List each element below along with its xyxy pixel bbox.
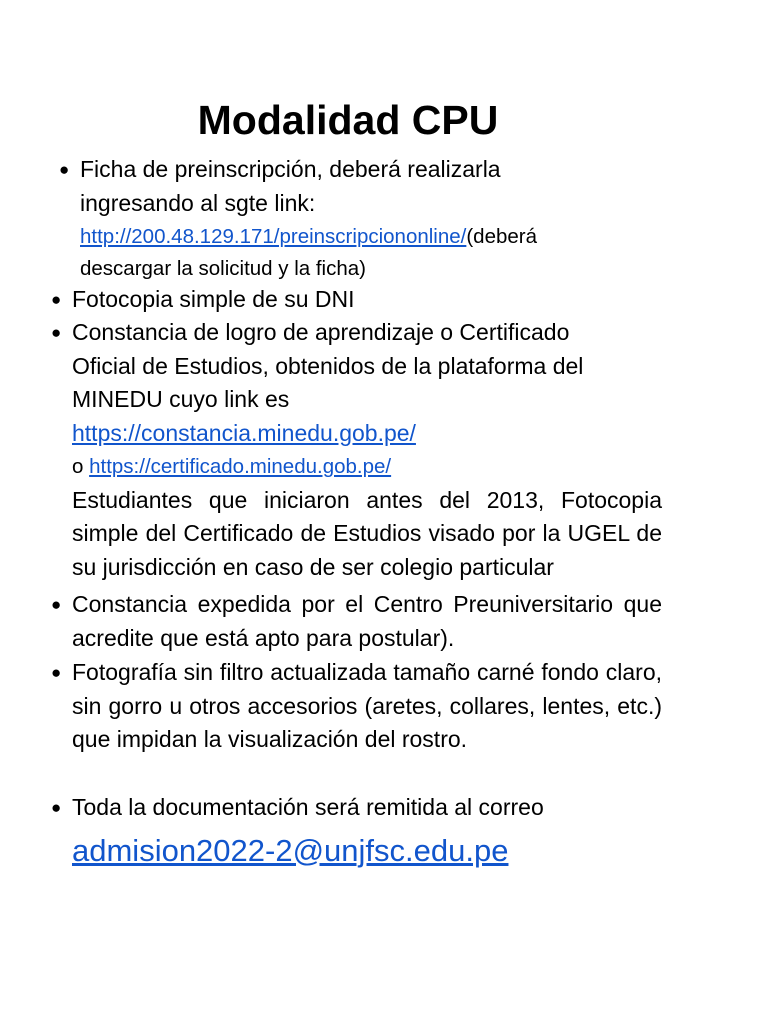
certificado-link[interactable]: https://certificado.minedu.gob.pe/ <box>89 455 392 478</box>
bullet-icon: ● <box>51 290 62 309</box>
item-line: descargar la solicitud y la ficha) <box>80 256 366 280</box>
item-text: o <box>72 455 84 478</box>
bullet-icon: ● <box>51 595 62 614</box>
bullet-icon: ● <box>51 663 62 682</box>
page-title: Modalidad CPU <box>197 97 499 143</box>
bullet-icon: ● <box>51 798 62 817</box>
item-text: Fotografía sin filtro actualizada tamaño carné fondo claro, sin gorro u otros accesorios (aretes, collares, lentes, etc.) que impidan la visualización del rostro. <box>72 659 662 752</box>
preinscription-link[interactable]: http://200.48.129.171/preinscripciononline/ <box>80 225 467 248</box>
email-link[interactable]: admision2022-2@unjfsc.edu.pe <box>72 832 509 868</box>
item-paragraph: Estudiantes que iniciaron antes del 2013, Fotocopia simple del Certificado de Estudios visado por la UGEL de su jurisdicción en caso de ser colegio particular <box>72 486 662 580</box>
item-text: (deberá <box>466 225 538 248</box>
list-item-constancia-logro <box>51 316 662 584</box>
list-item-email <box>51 791 662 873</box>
bullet-icon: ● <box>51 323 62 342</box>
item-line: ingresando al sgte link: <box>80 189 316 216</box>
item-text: Toda la documentación será remitida al correo <box>72 794 544 820</box>
item-line: Ficha de preinscripción, deberá realizarla <box>80 156 501 182</box>
constancia-link[interactable]: https://constancia.minedu.gob.pe/ <box>72 419 416 446</box>
bullet-icon: ● <box>59 160 70 179</box>
list-item-fotografia <box>51 656 662 757</box>
list-item-dni <box>51 283 662 317</box>
item-text: Constancia expedida por el Centro Preuniversitario que acredite que está apto para postular). <box>72 591 662 651</box>
list-item-preinscription <box>59 153 680 283</box>
list-item-constancia-cepre <box>51 588 662 655</box>
item-text: Fotocopia simple de su DNI <box>72 286 355 312</box>
item-text: Constancia de logro de aprendizaje o Certificado Oficial de Estudios, obtenidos de la plataforma del MINEDU cuyo link es <box>72 319 584 412</box>
